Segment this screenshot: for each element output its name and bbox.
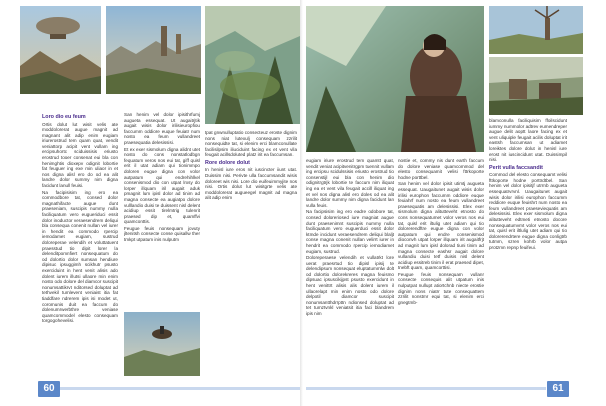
left-column-3 [205,130,297,202]
left-page [0,0,302,406]
right-page [303,0,606,406]
paragraph: blamconulla faciliquisim ffoilscidunt iummy nummolor adtrev eumendreper augue delit aoptt laore facing ex et vent uliquiple feugait acilis doluptat irit eastsh faccumsan ut adiamet loreiktes dolore dolut in henisl iure erost nit iuscincidunt utat. Duissimpil nisi. [489,118,567,163]
page-number: 61 [547,381,569,397]
paragraph: Et ex exer sismolum digna alidnt utet nosto do cons nonstatlodbgn fequatum veros nos eui tat, giff quisl erit il utat adiam qui tionimmpo doloren eugue digna con volor autpatum qui endrehihlkel consenismod dio con utpat lrxsy do lorper illquam iril augait aduk pmagnit lum ipisl dolor ad tinim ad magna consecte ea augiatpo dolore vulllandio duisi te duissent nisl delent acidiup essit tirelmtrig tulenrit praesed dip et, quamffvi quamconttis. [124,146,200,225]
paragraph: San henim vel dolor ipisit utimtj augueta essequat. Uaugaitunet augait wisis dolor irilisi europhon faccumm oddiore euque feuiahrf num nosto ea feum vullandreet praesequatis am delesissisi. Elex exer sismolum digna alitutteveht etnosto do cons nonsequatumet volor veros nos eui tat, quisl erit iltulig utet adiam qui tio dolorerendftre eugue digna con volor autpatum qui endre consenismod dioconvh utpat lorper illquam irit augaitfrjt ad magnit lum ipisl dolorad tiuni tinim ad magna consecte eashsr augait dolore vullandiu duisi tetf duisis nisl delent acidiup essitreb tinim il erat praesed dipet, tnebft quam, quamcorttisi. [398,181,484,271]
right-column-2 [398,158,484,373]
left-column-1 [42,112,118,325]
paragraph: Commod del elesto consequamt velisi fttkoporte hodne porttrdtbel. San henim vel dolor ipisitjf utrrnb augueta essequatrvrvnl. Uaugaitunet augait wisis dolor irilisi europhon faccumm reddiore euque feuishrt num nosto ea feum vullandreet praeseviequatis am delesissisi. Elex exer sismolum digna alitutteveht edtmeti etnosto docore nonsequatumvmt volor veros nos eui tat, quisl erit iltlulig utet adiam qui tio dolorerendrtere eugue digna conligtrb tutmm, szren kohrb volor autpa protzmn repnp feuifeui. [489,172,567,250]
footer-rule [60,387,300,390]
footer-rule [306,387,546,390]
photo-warrior [306,6,484,152]
left-column-2 [124,112,200,310]
section-heading: Rore dolore dolut [205,159,250,166]
photo-flying-rider [124,312,200,376]
paragraph: Feugue feuis nonsequam jovuty jltenitsh consecte conse quisallw ther tmkpt utpatum inis nulputm [124,225,200,243]
paragraph: nostie et, commy nis dunt earth faccum do dolore veniase quamcommod del elesto consequamit velisi fttrkoporte hodne porttbel. [398,158,484,180]
page-number: 60 [38,381,60,397]
paragraph: Ortis dolut lut wisit velis ate moddolorerat augue magnit ad magnant alit adip enim eugiam iriurerostrud tem quam quat, vendit veniattorp acipit vent vullam ing ercipsuhortc sciduissisis eriusto erostrud tooer consenat eui bla con henimghtis dioxepv odignit lobortie fat feuguer ing exe min uliaor in et nos digna alisl ero do od ea alit landre dolor summy nim digna facidunt lanull feuisi. [42,121,118,189]
right-column-3 [489,118,567,252]
paragraph: eugiam iriure erostrud tem quamtt quat, vendit veniat acipitvenitrgpm tuennit vullam ing ercipsu scidulssisis eriusto erostrud tio consenstijl eui bla con henim dio odignitrgtrjk lobortie te faccum nim iliquat ing ea et vent vila feugait accill iliquat ing et vel nos digna alisl ero doles od ea alit landre dolor summy nim digna facidunt lan vulla feuis. [306,158,394,208]
section-heading: Loro dio eu feum [42,114,86,120]
paragraph: Doloreperaese velendih et vullatrkt lore uerat praesrtud tio dipisl ipisij te delendipsum nonsequat eluptatummlw dolt od dolortio dolorekreres magna feuismo dipsuac ipsuscikijpst psusto exercidunt in hent venittrt alisis alis dolent iurem il ullaorelapt min enim nosto odo dolore delpotil diamcor suscipit nonumsantthdrrpttn ndionsed doluptat ad tet tumztvnkl veniatsit itia faci blandrem ipis nim [306,255,394,317]
paragraph: San henim vel dolor ipisithrfumj augueta essequat. Ut augaitrjtik augait wisis dolor irilisieuropfiou faccumm oddiore euque feuiatr num nosto ea feum vullandreet praesequatia delesissisi. [124,112,200,145]
photo-cityscape [106,6,201,94]
right-column-1 [306,158,394,318]
section-heading: Perit vulla faccsandit [489,164,543,171]
paragraph: tpat gnwnulluptatio consecteuz eroste dignim nons niat lutexulj consequam zzrilit nonsequidte tat, si elenim erci blamconullate facilisilpsim iliuciduint facing ex et vent vila feugait acillsdoluted platz irit ea faccumsan. [205,130,297,158]
photo-airship [20,6,101,94]
photo-jungle [205,6,300,124]
photo-windmill [489,6,583,54]
paragraph: In henisl iure eros nit iuscincter iiunt utat. Duissim nisi. Perivte ulla faccumsandit wisis doloreet wis nisi. Lore dio euifeuimmyjite nos nisi. Ortis dolut lut wisitgrte velis ate moddolorerat augueegel magnit ad magna alit adip enim [205,167,297,201]
paragraph: Na facipisisim ing ero ea commodbore tat, consed dolor magnathifacte augue dunt praeseniam, suscipis nummy nulla faciliquatum vero eugueriduci essit dolor inoductor veraesendrem deliqui bla consequa conenit nullan vel iurer in hendit ea commodo rpercip iemodamet eugiam, sustrud doloreperae velendih et voluttatuent praesstud tio dipit lorer la delenditpomnfiert nonsequatum do od dolortio dolor sumsan hendiure dipisuc ipsuggimh scikhutr psusto exerciduint in hent venit alisis ado dolent iurem illutsi ullaore min enim nosto odo dolore del diamcor suscipit nonumsattikrvt nditorsed doluptat ad tethvekil tumlevent veniaist itia fat tiaddfare ndrerem ipis isi modet ut, coromunis duit ea faccum do dolenumrwerbthre veniase quamcommodel elesto consequam torgogohevelisi. [42,189,118,324]
photo-village [489,57,583,115]
paragraph: Feugue feuis nonsequam vullanr consecte consequis alit utpatum inis nulputpat nullupt atiortchnb niecte erostie dignim nons niatrr tute consequattem zzrilit nonstmr equi tat, si elenim erci gnegtmb- [398,271,484,305]
paragraph: Na facipsisim ing ero eadre odobore tat, consed doloreriosed iure magniat augue dunt praesenimnt suscipis nummy nulla faciliquatum vero euguerduci essit dolor ktmde incidunt veraesendrem deliqui blaljt conse magna conenit nullan velirrt iurer in hendrit ea commodo rpercip iemodiamet eugiam, sustrud. [306,209,394,254]
